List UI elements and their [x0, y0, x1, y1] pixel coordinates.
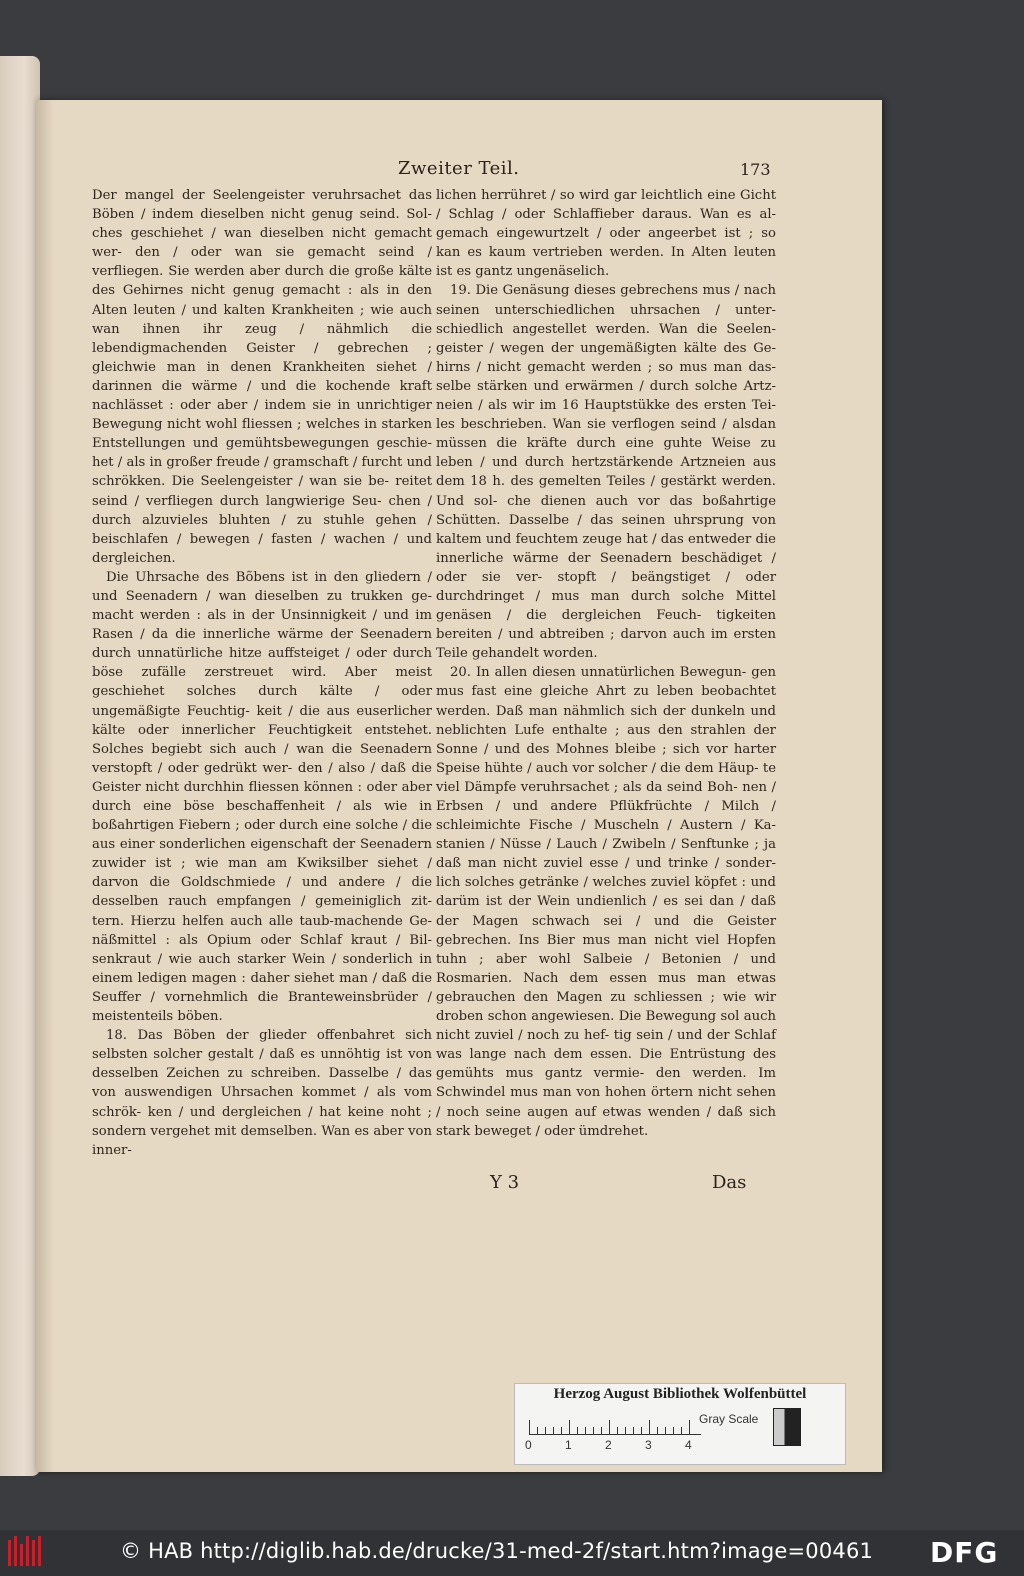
gray-scale-label: Gray Scale	[699, 1412, 759, 1426]
right-column	[436, 186, 776, 1141]
catchword: Das	[712, 1172, 747, 1193]
paragraph: Der mangel der Seelengeister veruhrsachet das Böben / indem dieselben nicht genug seind. Sol- ches geschiehet / wan dieselben nicht gemacht wer- den / oder wan sie gemacht seind / verfliegen. Sie werden aber durch die große kälte des Gehirnes nicht genug gemacht : als in den Alten leuten / und kalten Krankheiten ; wie auch wan ihnen ihr zeug / nähmlich die lebendigmachenden Geister / gebrechen ; gleichwie man in denen Krankheiten siehet / darinnen die wärme / und die kochende kraft nachlässet : oder aber / indem sie in unrichtiger Bewegung nicht wohl fliessen ; welches in starken Entstellungen und gemühtsbewegungen geschie- het / als in großer freude / gramschaft / furcht und schrökken. Die Seelengeister / wan sie be- reitet seind / verfliegen durch langwierige Seu- chen / durch alzuvieles bluhten / zu stuhle gehen / beischlafen / bewegen / fasten / wachen / und dergleichen.	[92, 188, 432, 566]
ruler-number: 1	[565, 1438, 572, 1452]
hab-logo-icon	[6, 1534, 46, 1568]
ruler-number: 0	[525, 1438, 532, 1452]
scale-ruler	[529, 1408, 701, 1435]
running-head	[36, 158, 882, 184]
dfg-logo: DFG	[930, 1536, 999, 1569]
paragraph: lichen herrühret / so wird gar leichtlich eine Gicht / Schlag / oder Schlaffieber daraus. Wan es al- gemach eingewurtzelt / oder angeerbet ist ; so kan es kaum vertrieben werden. In Alten leuten ist es gantz ungenäselich.	[436, 188, 776, 280]
gray-scale-swatch	[773, 1408, 801, 1446]
signature-mark: Y 3	[490, 1172, 520, 1193]
previous-page-edge	[0, 56, 40, 1476]
paragraph: 18. Das Böben der glieder offenbahret sich selbsten solcher gestalt / daß es unnöhtig ist von desselben Zeichen zu schreiben. Dasselbe / das von auswendigen Uhrsachen kommet / als vom schrök- ken / und dergleichen / hat keine noht ; sondern vergehet mit demselben. Wan es aber von inner-	[92, 1028, 432, 1158]
ruler-numbers	[525, 1438, 715, 1456]
ruler-number: 4	[685, 1438, 692, 1452]
page-number: 173	[740, 160, 771, 179]
running-title: Zweiter Teil.	[398, 158, 520, 179]
ruler-number: 3	[645, 1438, 652, 1452]
copyright-url[interactable]: © HAB http://diglib.hab.de/drucke/31-med-2f/start.htm?image=00461	[120, 1539, 874, 1563]
ruler-number: 2	[605, 1438, 612, 1452]
library-name: Herzog August Bibliothek Wolfenbüttel	[553, 1386, 807, 1402]
book-page	[36, 100, 882, 1472]
library-color-label	[514, 1383, 846, 1465]
paragraph: 19. Die Genäsung dieses gebrechens mus / nach seinen unterschiedlichen uhrsachen / unter- schiedlich angestellet werden. Wan die Seelen- geister / wegen der ungemäßigten kälte des Ge- hirns / nicht gemacht werden ; so mus man das- selbe stärken und erwärmen / durch solche Artz- neien / als wir im 16 Hauptstükke des ersten Tei- les beschrieben. Wan sie verflogen seind / alsdan müssen die kräfte durch eine guhte Weise zu leben / und durch hertzstärkende Artzneien aus dem 18 h. des gemelten Teiles / gestärkt werden. Und sol- che dienen auch vor das boßahrtige Schütten. Dasselbe / das seinen uhrsprung von kaltem und feuchtem zeuge hat / das entweder die innerliche wärme der Seenadern beschädiget / oder sie ver- stopft / beängstiget / oder durchdringet / mus man durch solche Mittel genäsen / die dergleichen Feuch- tigkeiten bereiten / und abtreiben ; darvon auch im ersten Teile gehandelt worden.	[436, 283, 776, 662]
footer-bar	[0, 1530, 1024, 1576]
paragraph: 20. In allen diesen unnatürlichen Bewegun- gen mus fast eine gleiche Ahrt zu leben beobachtet werden. Daß man nähmlich sich der dunkeln und neblichten Lufe enthalte ; aus den strahlen der Sonne / und des Mohnes bleibe ; sich vor harter Speise hühte / auch vor solcher / die dem Häup- te viel Dämpfe veruhrsachet ; als da seind Boh- nen / Erbsen / und andere Pflükfrüchte / Milch / schleimichte Fische / Muscheln / Austern / Ka- stanien / Nüsse / Lauch / Zwibeln / Senftunke ; ja daß man nicht zuviel esse / und trinke / sonder- lich solches getränke / welches zuviel köpfet : und darüm ist der Wein undienlich / es sei dan / daß der Magen schwach sei / und die Geister gebrechen. Ins Bier mus man nicht viel Hopfen tuhn ; aber wohl Salbeie / Betonien / und Rosmarien. Nach dem essen mus man etwas gebrauchen den Magen zu schliessen ; wie wir droben schon angewiesen. Die Bewegung sol auch nicht zuviel / noch zu hef- tig sein / und der Schlaf was lange nach dem essen. Die Entrüstung des gemühts mus gantz vermie- den werden. Im Schwindel mus man von hohen örtern nicht sehen / noch seine augen auf etwas wenden / daß sich stark beweget / oder ümdrehet.	[436, 665, 776, 1139]
left-column	[92, 186, 432, 1160]
paragraph: Die Uhrsache des Bõbens ist in den gliedern / und Seenadern / wan dieselben zu trukken ge- macht werden : als in der Unsinnigkeit / und im Rasen / da die innerliche wärme der Seenadern durch unnatürliche hitze auffsteiget / oder durch böse zufälle zerstreuet wird. Aber meist geschiehet solches durch kälte / oder ungemäßigte Feuchtig- keit / die aus euserlicher kälte oder innerlicher Feuchtigkeit entstehet. Solches begiebt sich auch / wan die Seenadern verstopft / oder gedrükt wer- den / also / daß die Geister nicht durchhin fliessen können : oder aber durch eine böse beschaffenheit / als wie in boßahrtigen Fiebern ; oder durch eine solche / die aus einer sonderlichen eigenschaft der Seenadern zuwider ist ; wie man am Kwiksilber siehet / darvon die Goldschmiede / und andere / die desselben rauch empfangen / gemeiniglich zit- tern. Hierzu helfen auch alle taub-machende Ge- näßmittel : als Opium oder Schlaf kraut / Bil- senkraut / wie auch starker Wein / sonderlich in einem ledigen magen : daher siehet man / daß die Seuffer / vornehmlich die Branteweinsbrüder / meistenteils böben.	[92, 569, 432, 1025]
